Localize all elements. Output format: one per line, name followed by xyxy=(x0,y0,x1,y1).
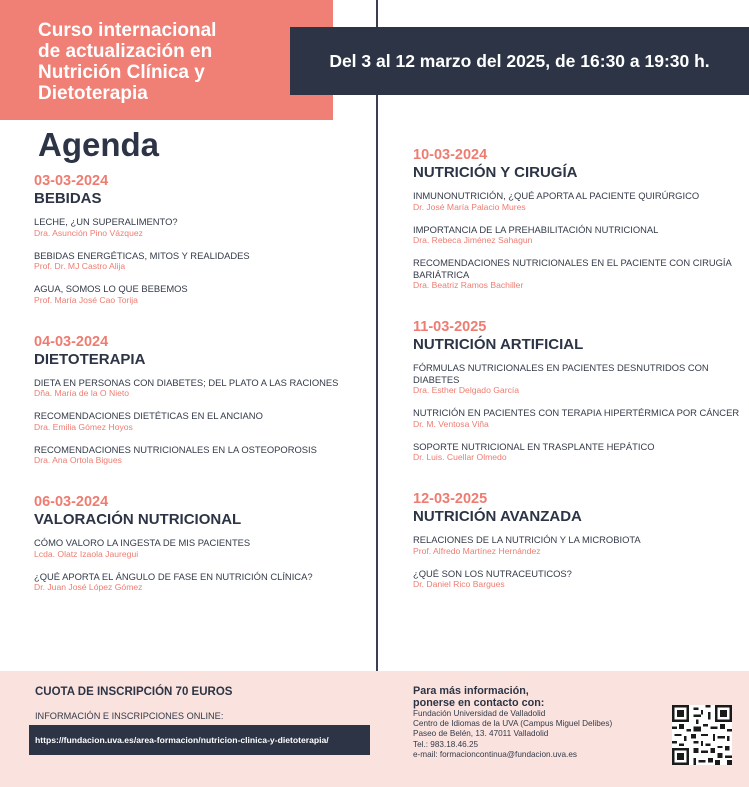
day-date: 06-03-2024 xyxy=(34,494,109,510)
agenda-day xyxy=(34,334,374,467)
contact-phone: Tel.: 983.18.46.25 xyxy=(413,739,479,749)
talk-title: SOPORTE NUTRICIONAL EN TRASPLANTE HEPÁTICO xyxy=(413,440,655,452)
talk-title: INMUNONUTRICIÓN, ¿QUÉ APORTA AL PACIENTE QUIRÚRGICO xyxy=(413,190,700,201)
talk-item xyxy=(413,224,743,247)
day-title: NUTRICIÓN ARTIFICIAL xyxy=(413,336,584,353)
talk-item xyxy=(34,377,374,400)
talk-title: AGUA, SOMOS LO QUE BEBEMOS xyxy=(34,283,188,294)
talk-title: FÓRMULAS NUTRICIONALES EN PACIENTES DESNUTRIDOS CON DIABETES xyxy=(413,362,709,385)
talk-item xyxy=(34,410,374,433)
registration-url-link[interactable]: https://fundacion.uva.es/area-formacion/nutricion-clinica-y-dietoterapia/ xyxy=(35,735,329,745)
talk-speaker: Dr. José María Palacio Mures xyxy=(413,201,526,212)
talk-title: LECHE, ¿UN SUPERALIMENTO? xyxy=(34,216,178,227)
day-date: 03-03-2024 xyxy=(34,173,109,189)
talk-speaker: Dña. María de la O Nieto xyxy=(34,388,130,398)
talk-title: NUTRICIÓN EN PACIENTES CON TERAPIA HIPERTÉRMICA POR CÁNCER xyxy=(413,407,740,418)
talk-title: CÓMO VALORO LA INGESTA DE MIS PACIENTES xyxy=(34,537,251,548)
talk-speaker: Dra. Ana Ortola Bigues xyxy=(34,455,122,465)
day-date: 04-03-2024 xyxy=(34,333,109,350)
info-label: INFORMACIÓN E INSCRIPCIONES ONLINE: xyxy=(35,711,224,721)
talk-item xyxy=(34,283,374,306)
talk-title: RECOMENDACIONES DIETÉTICAS EN EL ANCIANO xyxy=(34,410,263,421)
talk-speaker: Dr. M. Ventosa Viña xyxy=(413,418,489,429)
talk-item xyxy=(413,534,743,557)
talk-title: BEBIDAS ENERGÉTICAS, MITOS Y REALIDADES xyxy=(34,249,250,261)
agenda-day xyxy=(413,147,743,291)
day-title: NUTRICIÓN AVANZADA xyxy=(413,508,582,525)
talk-speaker: Dra. Esther Delgado García xyxy=(413,385,520,395)
agenda-column-right xyxy=(413,147,743,618)
agenda-column-left xyxy=(34,173,374,621)
contact-heading: Para más información, ponerse en contacto con: xyxy=(413,685,545,709)
talk-item xyxy=(413,190,743,213)
course-dates: Del 3 al 12 marzo del 2025, de 16:30 a 19:30 h. xyxy=(329,50,710,71)
registration-url-box[interactable] xyxy=(29,725,370,755)
course-title: Curso internacional de actualización en Nutrición Clínica y Dietoterapia xyxy=(38,20,217,104)
talk-title: RECOMENDACIONES NUTRICIONALES EN EL PACIENTE CON CIRUGÍA BARIÁTRICA xyxy=(413,257,732,280)
contact-line: Fundación Universidad de Valladolid xyxy=(413,709,546,718)
day-title: NUTRICIÓN Y CIRUGÍA xyxy=(413,164,578,181)
talk-title: ¿QUÉ SON LOS NUTRACEUTICOS? xyxy=(413,567,572,579)
talk-speaker: Prof. María José Cao Torija xyxy=(34,294,138,305)
talk-speaker: Dr. Daniel Rico Bargues xyxy=(413,579,505,589)
talk-item xyxy=(34,571,374,594)
talk-speaker: Dra. Rebeca Jiménez Sahagun xyxy=(413,235,533,245)
column-divider xyxy=(376,0,378,671)
talk-speaker: Lcda. Olatz Izaola Jauregui xyxy=(34,548,139,559)
day-title: BEBIDAS xyxy=(34,190,102,207)
talk-item xyxy=(34,537,374,560)
agenda-heading: Agenda xyxy=(38,126,160,163)
talk-speaker: Prof. Alfredo Martínez Hernández xyxy=(413,545,541,556)
contact-line: Paseo de Belén, 13. 47011 Valladolid xyxy=(413,729,549,739)
talk-item xyxy=(34,216,374,239)
agenda-day xyxy=(34,494,374,593)
talk-speaker: Dr. Luis. Cuellar Olmedo xyxy=(413,452,507,462)
talk-speaker: Dra. Asunción Pino Vázquez xyxy=(34,227,143,238)
talk-item xyxy=(34,444,374,467)
day-date: 10-03-2024 xyxy=(413,147,488,163)
agenda-day xyxy=(34,173,374,306)
day-title: VALORACIÓN NUTRICIONAL xyxy=(34,511,242,528)
talk-title: RECOMENDACIONES NUTRICIONALES EN LA OSTEOPOROSIS xyxy=(34,443,317,455)
day-date: 12-03-2025 xyxy=(413,491,488,507)
contact-email[interactable]: e-mail: formacioncontinua@fundacion.uva.es xyxy=(413,749,577,759)
course-title-box xyxy=(0,0,333,120)
talk-title: RELACIONES DE LA NUTRICIÓN Y LA MICROBIOTA xyxy=(413,534,641,545)
day-title: DIETOTERAPIA xyxy=(34,350,146,368)
registration-fee: CUOTA DE INSCRIPCIÓN 70 EUROS xyxy=(35,686,233,698)
talk-speaker: Prof. Dr. MJ Castro Alija xyxy=(34,261,126,271)
talk-speaker: Dra. Emilia Gómez Hoyos xyxy=(34,421,133,432)
talk-speaker: Dr. Juan José López Gómez xyxy=(34,582,143,592)
talk-speaker: Dra. Beatriz Ramos Bachiller xyxy=(413,280,524,290)
contact-info xyxy=(413,685,663,760)
talk-title: DIETA EN PERSONAS CON DIABETES; DEL PLATO A LAS RACIONES xyxy=(34,376,339,388)
qr-code-icon[interactable] xyxy=(672,705,732,765)
talk-item xyxy=(413,441,743,464)
talk-item xyxy=(413,568,743,591)
talk-item xyxy=(34,250,374,273)
day-date: 11-03-2025 xyxy=(413,319,487,335)
talk-title: ¿QUÉ APORTA EL ÁNGULO DE FASE EN NUTRICIÓN CLÍNICA? xyxy=(34,570,313,582)
talk-title: IMPORTANCIA DE LA PREHABILITACIÓN NUTRICIONAL xyxy=(413,223,659,235)
talk-item xyxy=(413,407,743,430)
talk-item xyxy=(413,257,743,291)
talk-item xyxy=(413,362,743,396)
date-banner xyxy=(290,27,749,95)
contact-line: Centro de Idiomas de la UVA (Campus Miguel Delibes) xyxy=(413,719,613,729)
agenda-day xyxy=(413,319,743,463)
agenda-day xyxy=(413,491,743,590)
